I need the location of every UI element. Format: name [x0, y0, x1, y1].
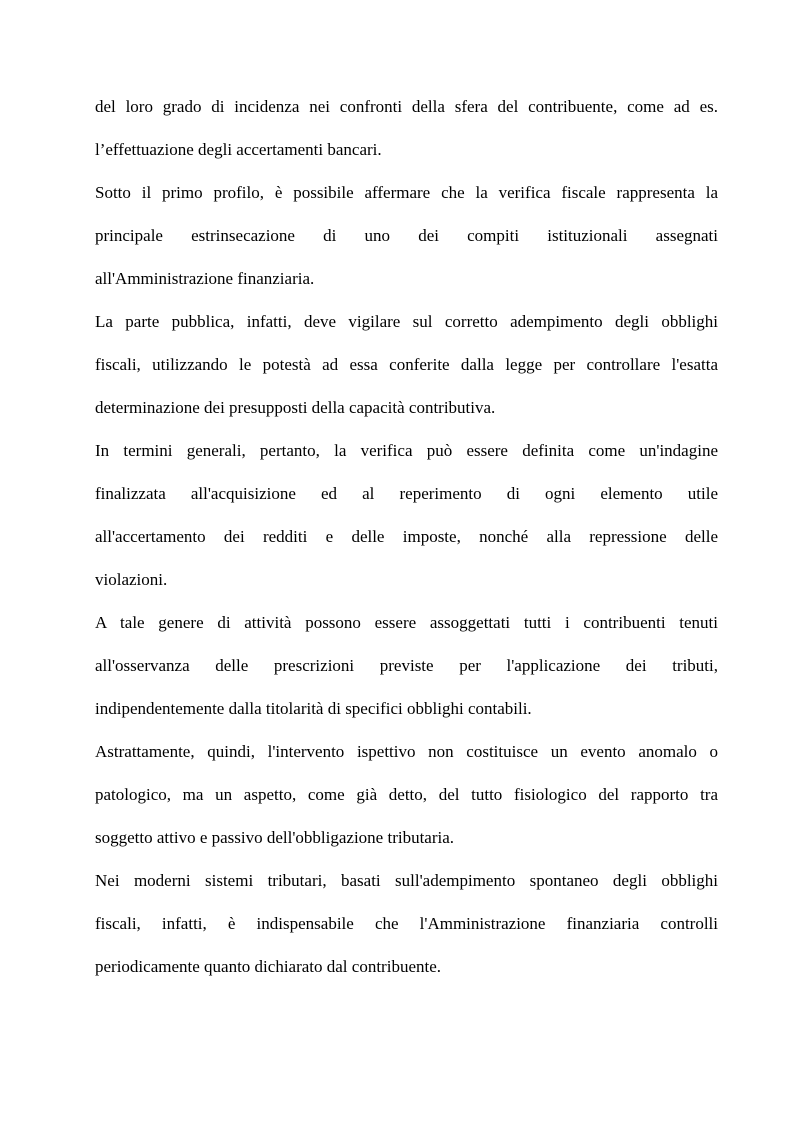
text-line: A tale genere di attività possono essere assoggettati tutti i contribuenti tenuti — [95, 613, 718, 632]
text-line: violazioni. — [95, 570, 168, 589]
text-line: patologico, ma un aspetto, come già detto, del tutto fisiologico del rapporto tra — [95, 785, 718, 804]
text-line: l’effettuazione degli accertamenti bancari. — [95, 140, 382, 159]
text-line: del loro grado di incidenza nei confronti della sfera del contribuente, come ad es. — [95, 97, 718, 116]
text-line: Sotto il primo profilo, è possibile affermare che la verifica fiscale rappresenta la — [95, 183, 718, 202]
text-line: soggetto attivo e passivo dell'obbligazione tributaria. — [95, 828, 455, 847]
text-line: determinazione dei presupposti della capacità contributiva. — [95, 398, 496, 417]
text-line: La parte pubblica, infatti, deve vigilare sul corretto adempimento degli obblighi — [95, 312, 718, 331]
text-line: Nei moderni sistemi tributari, basati sull'adempimento spontaneo degli obblighi — [95, 871, 718, 890]
text-line: all'Amministrazione finanziaria. — [95, 269, 315, 288]
text-line: principale estrinsecazione di uno dei compiti istituzionali assegnati — [95, 226, 718, 245]
text-line: fiscali, utilizzando le potestà ad essa conferite dalla legge per controllare l'esatta — [95, 355, 718, 374]
document-page — [95, 92, 718, 995]
text-line: fiscali, infatti, è indispensabile che l'Amministrazione finanziaria controlli — [95, 914, 718, 933]
text-line: all'osservanza delle prescrizioni previste per l'applicazione dei tributi, — [95, 656, 718, 675]
text-line: In termini generali, pertanto, la verifica può essere definita come un'indagine — [95, 441, 718, 460]
text-line: periodicamente quanto dichiarato dal contribuente. — [95, 957, 442, 976]
text-line: all'accertamento dei redditi e delle imposte, nonché alla repressione delle — [95, 527, 718, 546]
text-line: finalizzata all'acquisizione ed al reperimento di ogni elemento utile — [95, 484, 718, 503]
text-line: Astrattamente, quindi, l'intervento ispettivo non costituisce un evento anomalo o — [95, 742, 718, 761]
text-line: indipendentemente dalla titolarità di specifici obblighi contabili. — [95, 699, 532, 718]
